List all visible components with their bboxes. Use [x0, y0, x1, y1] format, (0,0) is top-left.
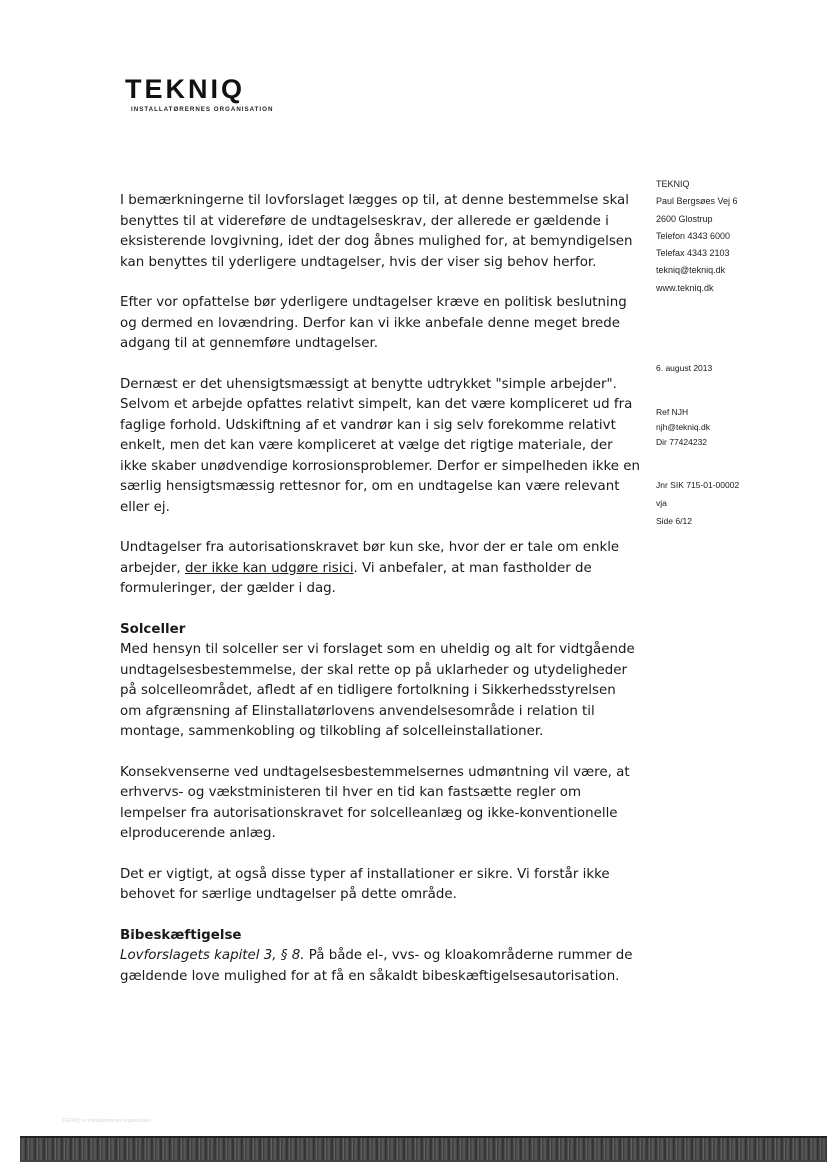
paragraph-2: Efter vor opfattelse bør yderligere undtagelser kræve en politisk beslutning og dermed en lovændring. Derfor kan vi ikke anbefale denne meget brede adgang til at gennemføre undtagelser. [120, 295, 627, 351]
paragraph-7: Det er vigtigt, at også disse typer af installationer er sikre. Vi forstår ikke behovet for særlige undtagelser på dette område. [120, 866, 610, 902]
heading-solceller: Solceller [120, 621, 186, 637]
paragraph-6: Konsekvenserne ved undtagelsesbestemmelsernes udmøntning vil være, at erhvervs- og vækstministeren til hver en tid kan fastsætte regler om lempelser fra autorisationskravet for solcelleanlæg og ikke-konventionelle elproducerende anlæg. [120, 764, 630, 841]
tekniq-logo [125, 74, 273, 113]
heading-bibeskaeftigelse: Bibeskæftigelse [120, 927, 242, 943]
ref-initials: Ref NJH [656, 407, 689, 417]
letter-body [120, 191, 640, 1007]
address-fax: Telefax 4343 2103 [656, 248, 730, 259]
address-org: TEKNIQ [656, 179, 690, 189]
address-street: Paul Bergsøes Vej 6 [656, 196, 738, 207]
paragraph-4-start: Undtagelser fra autorisationskravet bør kun ske, hvor der er tale om enkle arbejder, [120, 540, 620, 576]
underlined-phrase: der ikke kan udgøre risici [184, 560, 354, 576]
paragraph-3: Dernæst er det uhensigtsmæssigt at benytte udtrykket "simple arbejder". Selvom et arbejde opfattes relativt simpelt, kan det være kompliceret ud fra faglige forhold. Udskiftning af et vandrør kan i sig selv forekomme relativt enkelt, men det kan være kompliceret at vælge det rigtige materiale, der ikke skaber unødvendige korrosionsproblemer. Derfor er simpelheden ikke en særlig hensigtsmæssig rettesnor for, om en undtagelse kan være relevant eller ej. [120, 376, 641, 515]
journal-initials: vja [656, 498, 667, 508]
paragraph-4 [120, 538, 640, 600]
paragraph-1: I bemærkningerne til lovforslaget lægges op til, at denne bestemmelse skal benyttes til at videreføre de undtagelseskrav, der allerede er gældende i eksisterende lovgivning, idet der dog åbnes mulighed for, at bemyndigelsen kan benyttes til yderligere undtagelser, hvis der viser sig behov herfor. [120, 193, 633, 270]
reference-block [656, 405, 710, 450]
logo-wordmark: TEKNIQ [125, 74, 246, 104]
paragraph-8-text: På både el-, vvs- og kloakområderne rummer de gældende love mulighed for at få en såkaldt bibeskæftigelsesautorisation. [120, 948, 633, 984]
address-web: www.tekniq.dk [656, 282, 714, 293]
law-reference: Lovforslagets kapitel 3, § 8. [120, 948, 305, 963]
paragraph-4-end: . Vi anbefaler, at man fastholder de formuleringer, der gælder i dag. [120, 560, 592, 596]
footer-scan-bar [20, 1136, 827, 1162]
journal-block [656, 476, 739, 530]
footer-text: TEKNIQ er installatørernes organisation [62, 1118, 151, 1124]
paragraph-8 [120, 946, 640, 987]
journal-number: Jnr SIK 715-01-00002 [656, 480, 740, 490]
ref-email: njh@tekniq.dk [656, 422, 710, 432]
letter-date: 6. august 2013 [656, 363, 713, 373]
logo-tagline: INSTALLATØRERNES ORGANISATION [131, 106, 274, 113]
address-city: 2600 Glostrup [656, 213, 713, 224]
address-phone: Telefon 4343 6000 [656, 230, 731, 241]
sender-address [656, 176, 796, 297]
ref-direct-phone: Dir 77424232 [656, 437, 708, 447]
address-email: tekniq@tekniq.dk [656, 265, 726, 276]
page-number: Side 6/12 [656, 516, 692, 526]
paragraph-5: Med hensyn til solceller ser vi forslaget som en uheldig og alt for vidtgående undtagelsesbestemmelse, der skal rette op på uklarheder og utydeligheder på solcelleområdet, afledt af en tidligere fortolkning i Sikkerhedsstyrelsen om afgrænsning af Elinstallatørlovens anvendelsesområde i relation til montage, sammenkobling og tilkobling af solcelleinstallationer. [120, 642, 635, 739]
